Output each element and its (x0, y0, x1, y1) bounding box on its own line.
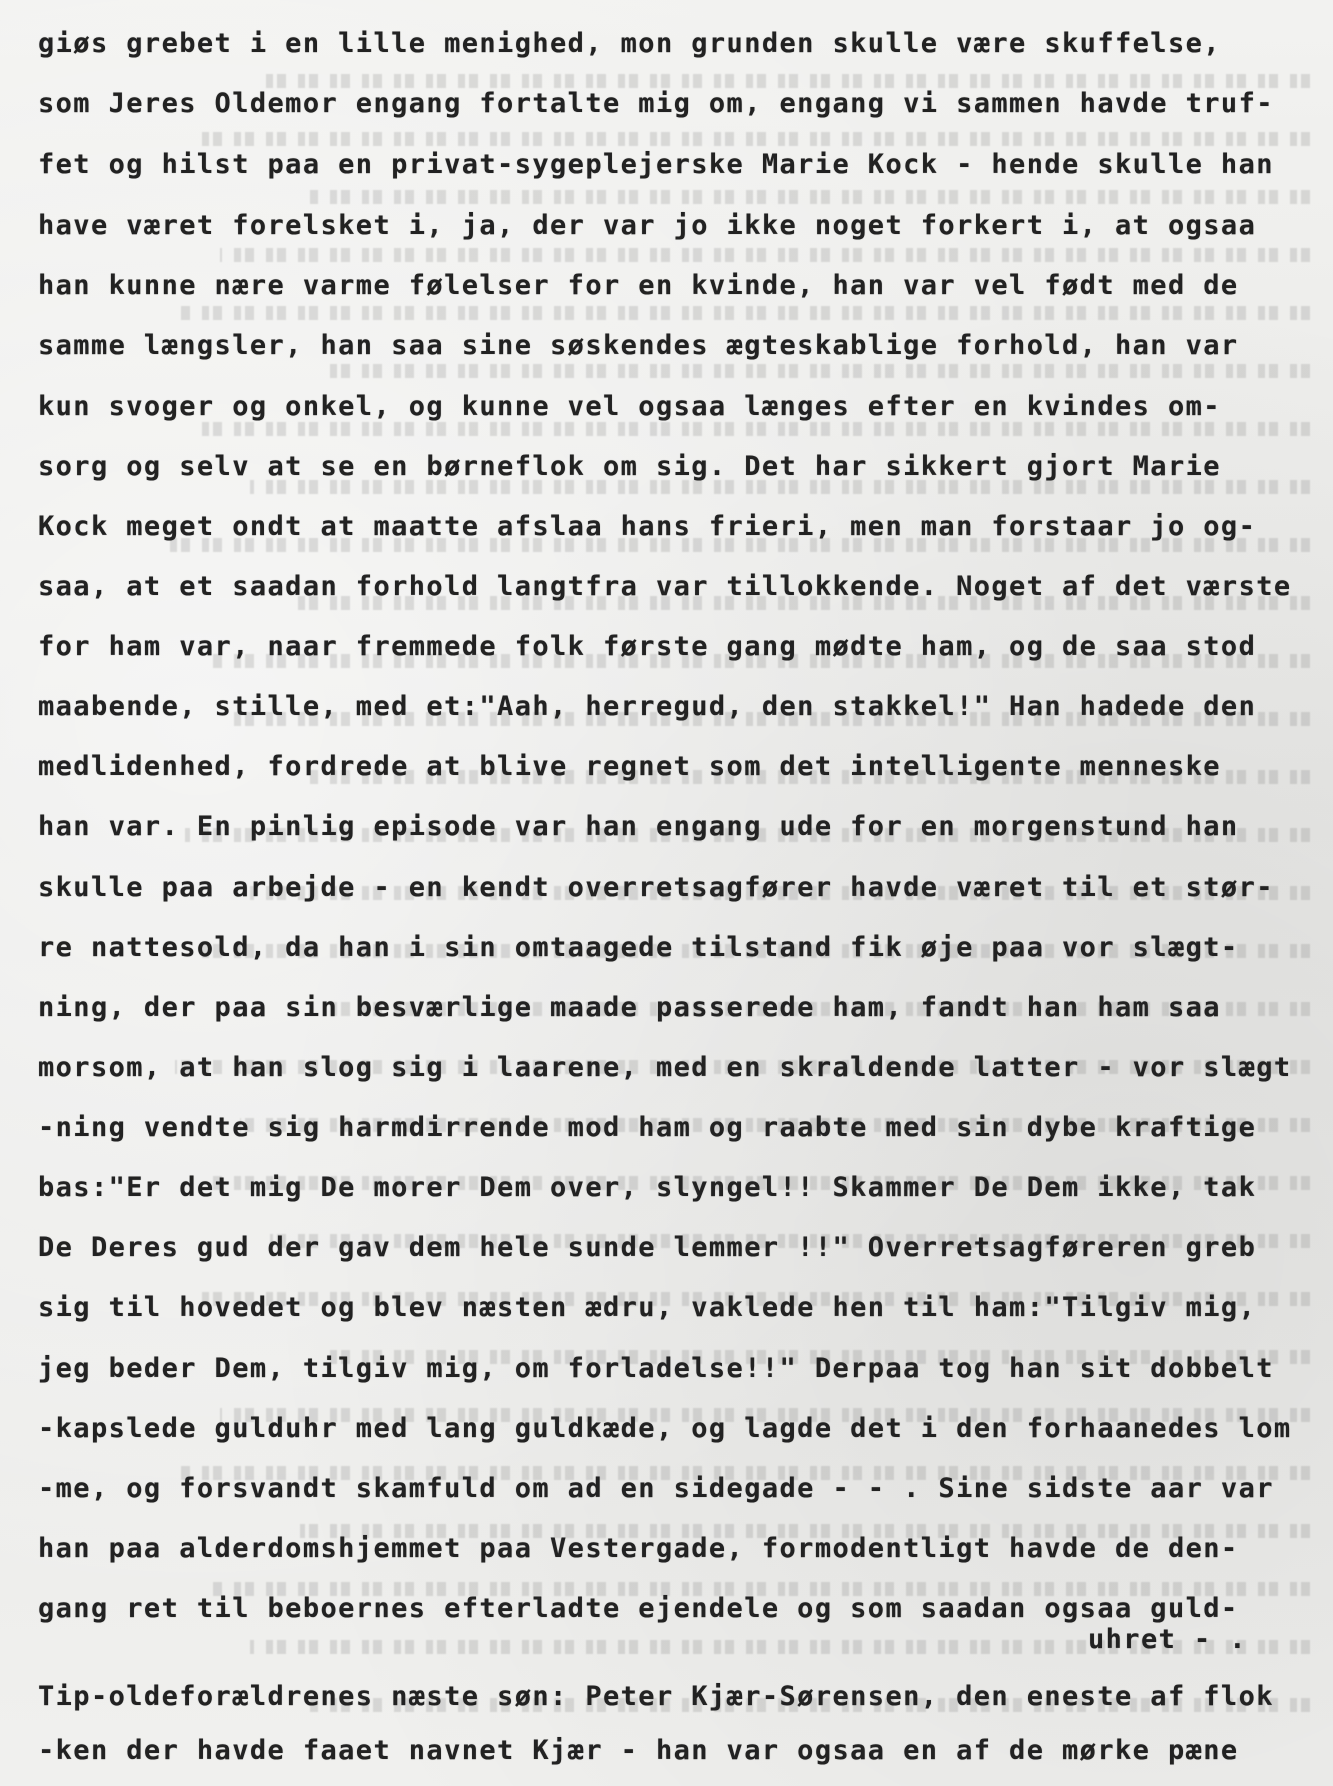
text-line: re nattesold, da han i sin omtaagede tilstand fik øje paa vor slægt- (38, 932, 1239, 963)
text-line: De Deres gud der gav dem hele sunde lemmer !!" Overretsagføreren greb (38, 1232, 1257, 1263)
text-line: maabende, stille, med et:"Aah, herregud, den stakkel!" Han hadede den (38, 691, 1257, 722)
text-line: have været forelsket i, ja, der var jo ikke noget forkert i, at ogsaa (38, 210, 1257, 241)
text-line: -ning vendte sig harmdirrende mod ham og raabte med sin dybe kraftige (38, 1112, 1257, 1143)
text-line: han paa alderdomshjemmet paa Vestergade, formodentligt havde de den- (38, 1533, 1239, 1564)
text-line: jeg beder Dem, tilgiv mig, om forladelse!!" Derpaa tog han sit dobbelt (38, 1353, 1274, 1384)
text-line: sorg og selv at se en børneflok om sig. Det har sikkert gjort Marie (38, 451, 1221, 482)
text-line: han var. En pinlig episode var han engang ude for en morgenstund han (38, 811, 1239, 842)
text-line: samme længsler, han saa sine søskendes ægteskablige forhold, han var (38, 330, 1239, 361)
text-line: giøs grebet i en lille menighed, mon grunden skulle være skuffelse, (38, 28, 1221, 59)
text-line: han kunne nære varme følelser for en kvinde, han var vel født med de (38, 270, 1239, 301)
text-line: sig til hovedet og blev næsten ædru, vaklede hen til ham:"Tilgiv mig, (38, 1292, 1257, 1323)
text-line: -me, og forsvandt skamfuld om ad en sidegade - - . Sine sidste aar var (38, 1473, 1274, 1504)
text-line: -kapslede gulduhr med lang guldkæde, og lagde det i den forhaanedes lom (38, 1413, 1292, 1444)
text-line: som Jeres Oldemor engang fortalte mig om, engang vi sammen havde truf- (38, 88, 1274, 119)
text-line: medlidenhed, fordrede at blive regnet som det intelligente menneske (38, 751, 1221, 782)
text-line: gang ret til beboernes efterladte ejendele og som saadan ogsaa guld- (38, 1593, 1239, 1624)
text-line: bas:"Er det mig De morer Dem over, slyngel!! Skammer De Dem ikke, tak (38, 1172, 1257, 1203)
text-line: morsom, at han slog sig i laarene, med en skraldende latter - vor slægt (38, 1052, 1292, 1083)
text-line: saa, at et saadan forhold langtfra var tillokkende. Noget af det værste (38, 571, 1292, 602)
text-line: Tip-oldeforældrenes næste søn: Peter Kjær-Sørensen, den eneste af flok (38, 1681, 1274, 1712)
text-line: fet og hilst paa en privat-sygeplejerske Marie Kock - hende skulle han (38, 149, 1274, 180)
text-line: ning, der paa sin besværlige maade passerede ham, fandt han ham saa (38, 992, 1221, 1023)
text-line: for ham var, naar fremmede folk første gang mødte ham, og de saa stod (38, 631, 1257, 662)
text-line: kun svoger og onkel, og kunne vel ogsaa længes efter en kvindes om- (38, 391, 1221, 422)
text-line: -ken der havde faaet navnet Kjær - han var ogsaa en af de mørke pæne (38, 1735, 1239, 1766)
text-line: uhret - . (1088, 1624, 1247, 1655)
text-line: Kock meget ondt at maatte afslaa hans frieri, men man forstaar jo og- (38, 511, 1257, 542)
text-line: skulle paa arbejde - en kendt overretsagfører havde været til et stør- (38, 872, 1274, 903)
